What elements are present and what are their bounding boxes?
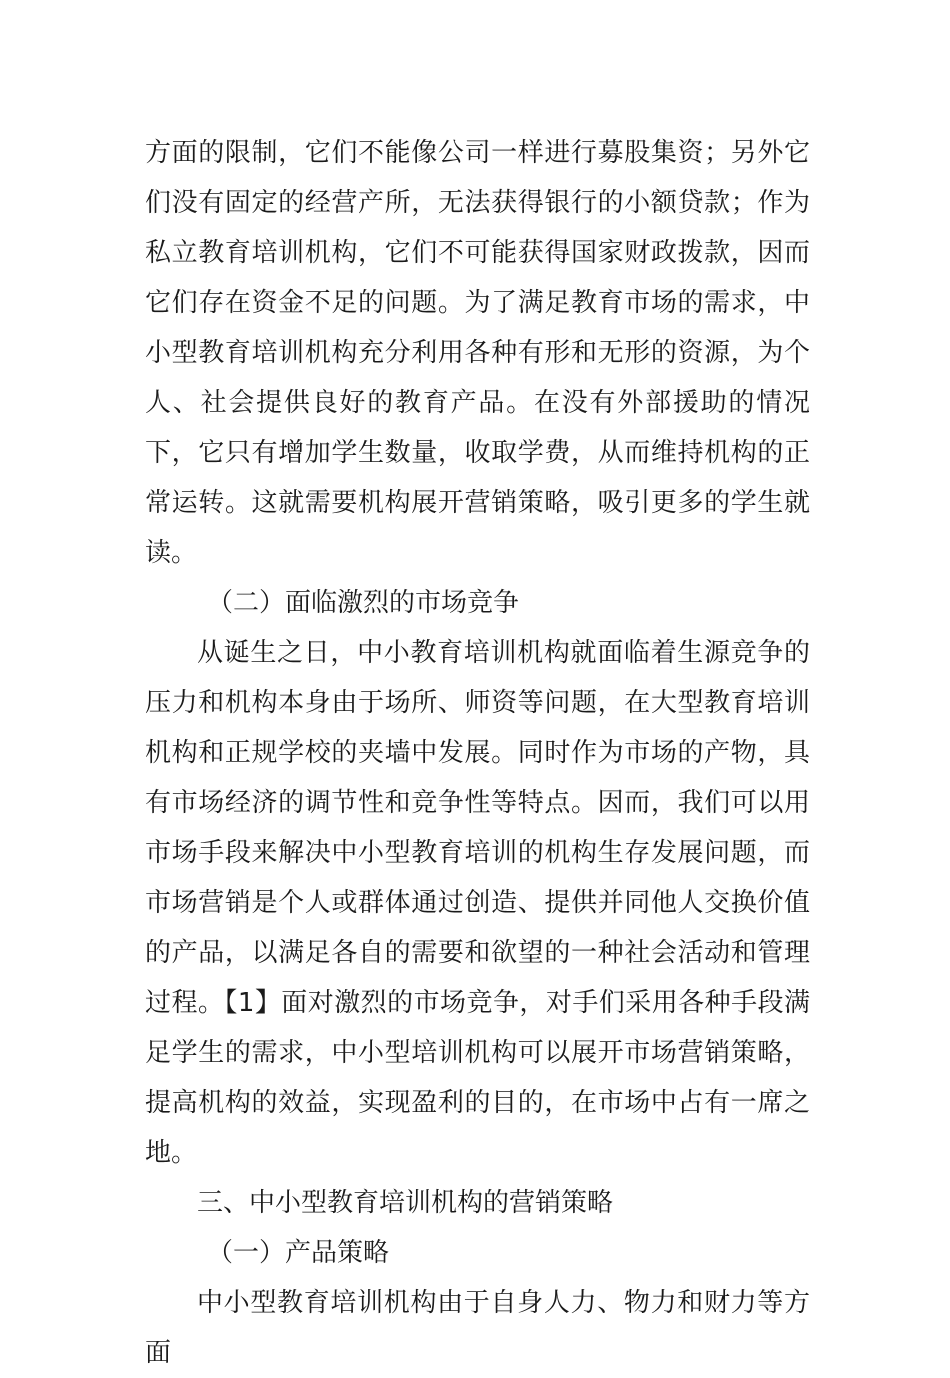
chapter-heading-marketing-strategy: 三、中小型教育培训机构的营销策略 (197, 1188, 614, 1218)
document-page (145, 128, 810, 1378)
body-paragraph-competition: 从诞生之日，中小教育培训机构就面临着生源竞争的压力和机构本身由于场所、师资等问题，在大型教育培训机构和正规学校的夹墙中发展。同时作为市场的产物，具有市场经济的调节性和竞争性等特点。因而，我们可以用市场手段来解决中小型教育培训的机构生存发展问题，而市场营销是个人或群体通过创造、提供并同他人交换价值的产品，以满足各自的需要和欲望的一种社会活动和管理过程。【1】面对激烈的市场竞争，对手们采用各种手段满足学生的需求，中小型培训机构可以展开市场营销策略，提高机构的效益，实现盈利的目的，在市场中占有一席之地。 (145, 638, 810, 1168)
section-heading-product-strategy: （一）产品策略 (207, 1238, 390, 1268)
section-heading-competition: （二）面临激烈的市场竞争 (207, 588, 520, 618)
body-paragraph-product: 中小型教育培训机构由于自身人力、物力和财力等方面 (145, 1288, 810, 1368)
body-paragraph-funding: 方面的限制，它们不能像公司一样进行募股集资；另外它们没有固定的经营产所，无法获得银行的小额贷款；作为私立教育培训机构，它们不可能获得国家财政拨款，因而它们存在资金不足的问题。为了满足教育市场的需求，中小型教育培训机构充分利用各种有形和无形的资源，为个人、社会提供良好的教育产品。在没有外部援助的情况下，它只有增加学生数量，收取学费，从而维持机构的正常运转。这就需要机构展开营销策略，吸引更多的学生就读。 (145, 138, 810, 568)
